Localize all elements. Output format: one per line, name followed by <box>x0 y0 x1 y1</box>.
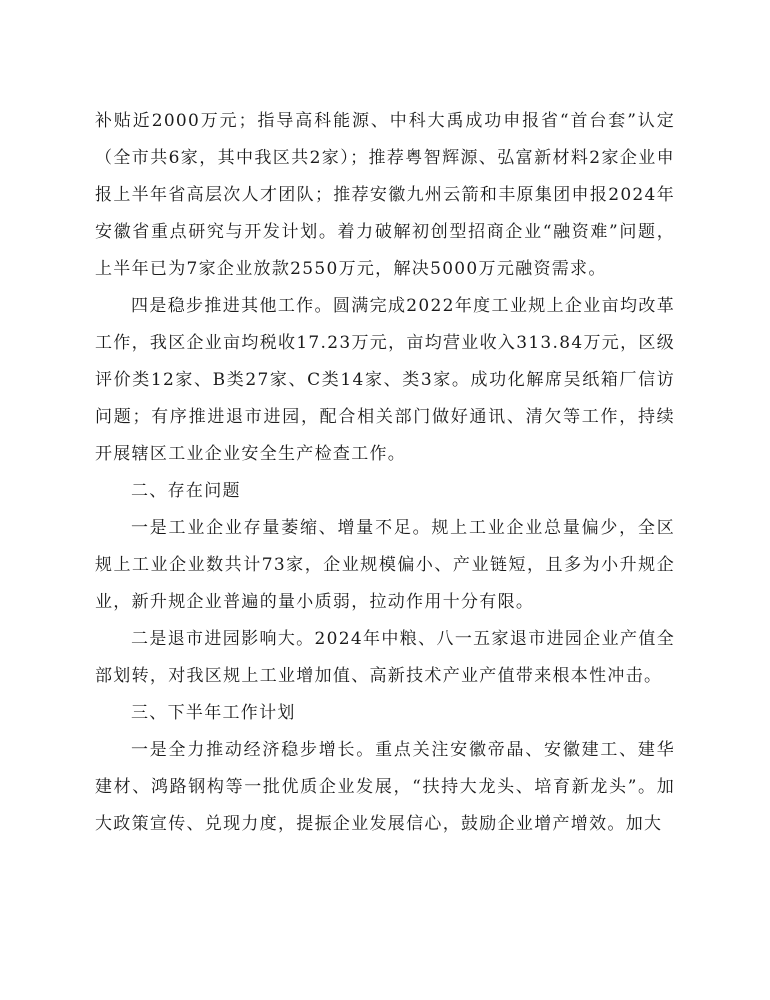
paragraph-subsidies: 补贴近2000万元；指导高科能源、中科大禹成功申报省“首台套”认定（全市共6家，其中我区共2家）；推荐粤智辉源、弘富新材料2家企业申报上半年省高层次人才团队；推荐安徽九州云箭和丰原集团申报2024年安徽省重点研究与开发计划。着力破解初创型招商企业“融资难”问题，上半年已为7家企业放款2550万元，解决5000万元融资需求。 <box>95 111 675 279</box>
paragraph-other-work: 四是稳步推进其他工作。圆满完成2022年度工业规上企业亩均改革工作，我区企业亩均税收17.23万元，亩均营业收入313.84万元，区级评价类12家、B类27家、C类14家、类3家。成功化解席吴纸箱厂信访问题；有序推进退市进园，配合相关部门做好通讯、清欠等工作，持续开展辖区工业企业安全生产检查工作。 <box>95 296 675 464</box>
paragraph-problem-one: 一是工业企业存量萎缩、增量不足。规上工业企业总量偏少，全区规上工业企业数共计73家，企业规模偏小、产业链短，且多为小升规企业，新升规企业普遍的量小质弱，拉动作用十分有限。 <box>95 518 675 612</box>
paragraph-problem-two: 二是退市进园影响大。2024年中粮、八一五家退市进园企业产值全部划转，对我区规上工业增加值、高新技术产业产值带来根本性冲击。 <box>95 629 675 686</box>
section-heading-plan: 三、下半年工作计划 <box>131 703 296 723</box>
document-body <box>95 103 675 843</box>
paragraph-plan-one: 一是全力推动经济稳步增长。重点关注安徽帝晶、安徽建工、建华建材、鸿路钢构等一批优质企业发展，“扶持大龙头、培育新龙头”。加大政策宣传、兑现力度，提振企业发展信心，鼓励企业增产增效。加大 <box>95 740 675 834</box>
section-heading-problems: 二、存在问题 <box>131 481 241 501</box>
